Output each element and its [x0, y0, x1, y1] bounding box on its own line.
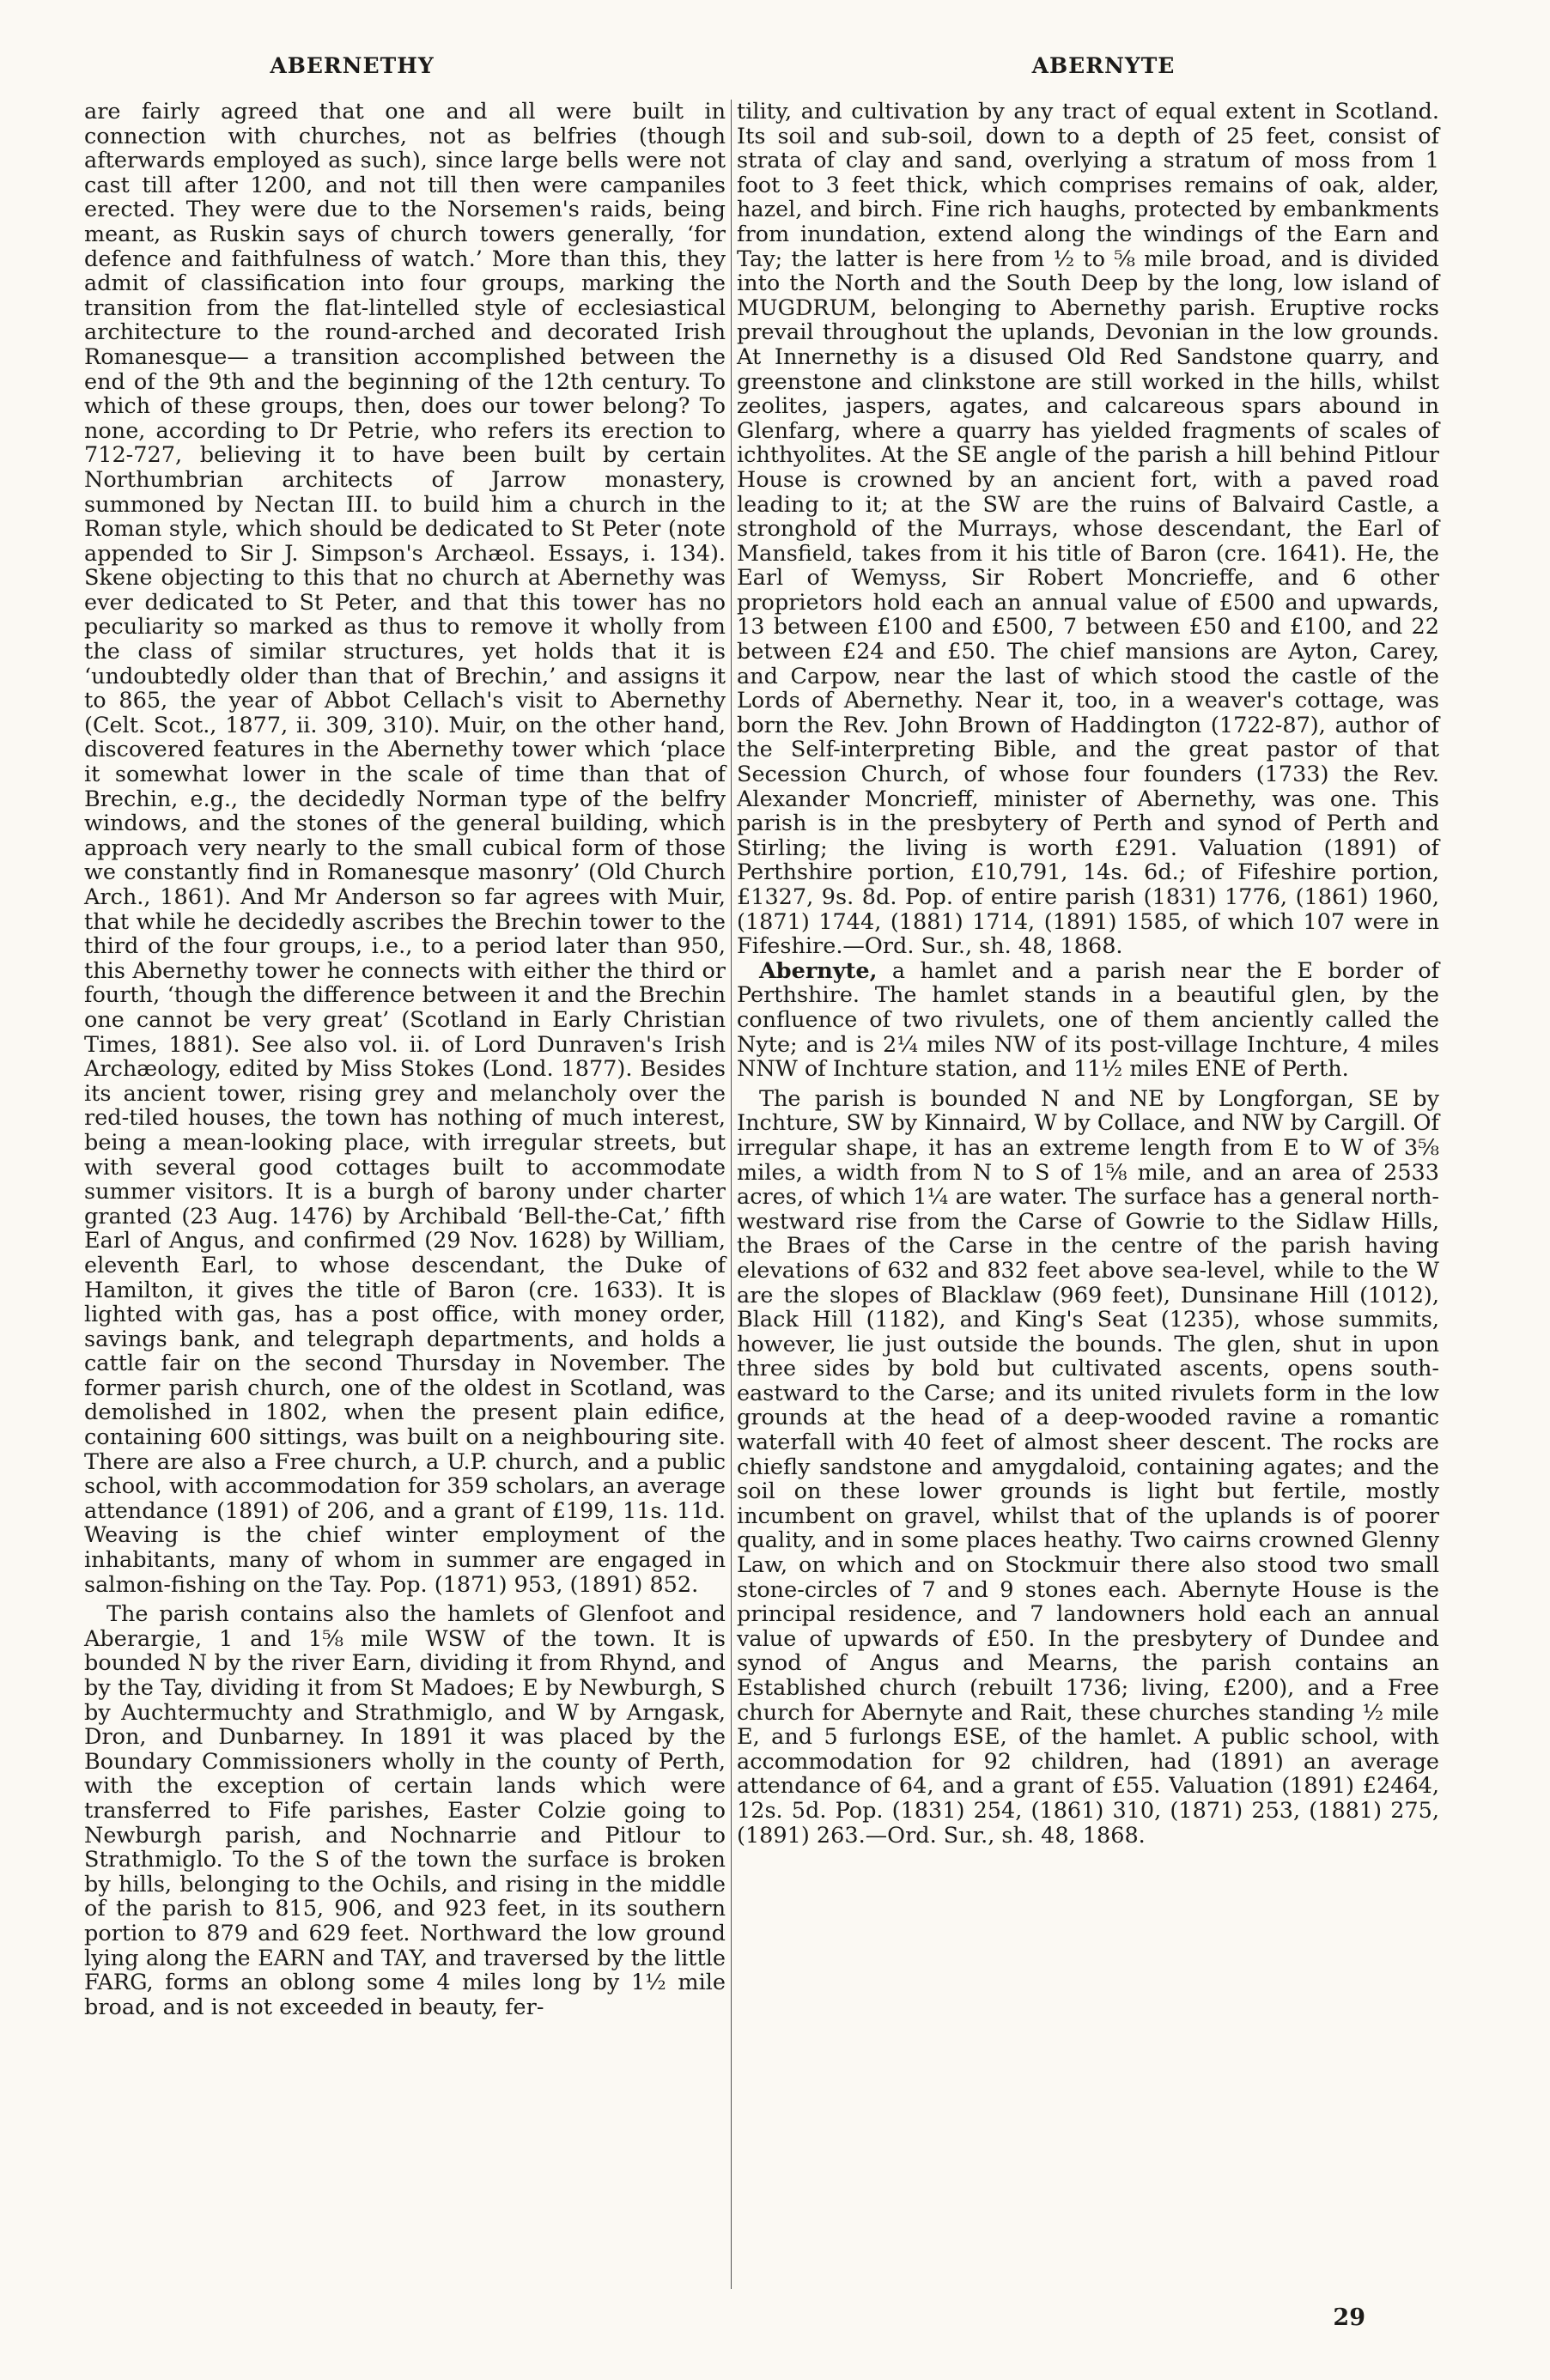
abernyte-headword: Abernyte, [759, 957, 878, 984]
right-column [737, 100, 1439, 1848]
abernyte-entry [737, 959, 1439, 1082]
abernethy-soil-paragraph: tility, and cultivation by any tract of equal extent in Scotland. Its soil and sub-soil, down to a depth of 25 feet, consist of strata of clay and sand, overlying a stratum of moss from 1 foot to 3 feet thick, which comprises remains of oak, alder, hazel, and birch. Fine rich haughs, protected by embankments from inundation, extend along the windings of the Earn and Tay; the latter is here from ½ to ⅝ mile broad, and is divided into the North and the South Deep by the long, low island of MUGDRUM, belonging to Abernethy parish. Eruptive rocks prevail throughout the uplands, Devonian in the low grounds. At Innernethy is a disused Old Red Sandstone quarry, and greenstone and clinkstone are still worked in the hills, whilst zeolites, jaspers, agates, and calcareous spars abound in Glenfarg, where a quarry has yielded fragments of scales of ichthyolites. At the SE angle of the parish a hill behind Pitlour House is crowned by an ancient fort, with a paved road leading to it; at the SW are the ruins of Balvaird Castle, a stronghold of the Murrays, whose descendant, the Earl of Mansfield, takes from it his title of Baron (cre. 1641). He, the Earl of Wemyss, Sir Robert Moncrieffe, and 6 other proprietors hold each an annual value of £500 and upwards, 13 between £100 and £500, 7 between £50 and £100, and 22 between £24 and £50. The chief mansions are Ayton, Carey, and Carpow, near the last of which stood the castle of the Lords of Abernethy. Near it, too, in a weaver's cottage, was born the Rev. John Brown of Haddington (1722-87), author of the Self-interpreting Bible, and the great pastor of that Secession Church, of whose four founders (1733) the Rev. Alexander Moncrieff, minister of Abernethy, was one. This parish is in the presbytery of Perth and synod of Perth and Stirling; the living is worth £291. Valuation (1891) of Perthshire portion, £10,791, 14s. 6d.; of Fifeshire portion, £1327, 9s. 8d. Pop. of entire parish (1831) 1776, (1861) 1960, (1871) 1744, (1881) 1714, (1891) 1585, of which 107 were in Fifeshire.—Ord. Sur., sh. 48, 1868. [737, 99, 1439, 960]
left-column [84, 100, 726, 2019]
column-divider [731, 100, 732, 2289]
page-number: 29 [1333, 2304, 1365, 2331]
abernyte-parish-paragraph: The parish is bounded N and NE by Longforgan, SE by Inchture, SW by Kinnaird, W by Collace, and NW by Cargill. Of irregular shape, it has an extreme length from E to W of 3⅝ miles, a width from N to S of 1⅝ mile, and an area of 2533 acres, of which 1¼ are water. The surface has a general north-westward rise from the Carse of Gowrie to the Sidlaw Hills, the Braes of the Carse in the centre of the parish having elevations of 632 and 832 feet above sea-level, while to the W are the slopes of Blacklaw (969 feet), Dunsinane Hill (1012), Black Hill (1182), and King's Seat (1235), whose summits, however, lie just outside the bounds. The glen, shut in upon three sides by bold but cultivated ascents, opens south-eastward to the Carse; and its united rivulets form in the low grounds at the head of a deep-wooded ravine a romantic waterfall with 40 feet of almost sheer descent. The rocks are chiefly sandstone and amygdaloid, containing agates; and the soil on these lower grounds is light but fertile, mostly incumbent on gravel, whilst that of the uplands is of poorer quality, and in some places heathy. Two cairns crowned Glenny Law, on which and on Stockmuir there also stood two small stone-circles of 7 and 9 stones each. Abernyte House is the principal residence, and 7 landowners hold each an annual value of upwards of £50. In the presbytery of Dundee and synod of Angus and Mearns, the parish contains an Established church (rebuilt 1736; living, £200), and a Free church for Abernyte and Rait, these churches standing ½ mile E, and 5 furlongs ESE, of the hamlet. A public school, with accommodation for 92 children, had (1891) an average attendance of 64, and a grant of £55. Valuation (1891) £2464, 12s. 5d. Pop. (1831) 254, (1861) 310, (1871) 253, (1881) 275, (1891) 263.—Ord. Sur., sh. 48, 1868. [737, 1085, 1439, 1849]
abernethy-parish-paragraph: The parish contains also the hamlets of Glenfoot and Aberargie, 1 and 1⅝ mile WSW of the town. It is bounded N by the river Earn, dividing it from Rhynd, and by the Tay, dividing it from St Madoes; E by Newburgh, S by Auchtermuchty and Strathmiglo, and W by Arngask, Dron, and Dunbarney. In 1891 it was placed by the Boundary Commissioners wholly in the county of Perth, with the exception of certain lands which were transferred to Fife parishes, Easter Colzie going to Newburgh parish, and Nochnarrie and Pitlour to Strathmiglo. To the S of the town the surface is broken by hills, belonging to the Ochils, and rising in the middle of the parish to 815, 906, and 923 feet, in its southern portion to 879 and 629 feet. Northward the low ground lying along the EARN and TAY, and traversed by the little FARG, forms an oblong some 4 miles long by 1½ mile broad, and is not exceeded in beauty, fer- [84, 1601, 726, 2020]
running-head-right: ABERNYTE [1031, 53, 1176, 78]
abernethy-tower-paragraph: are fairly agreed that one and all were built in connection with churches, not as belfries (though afterwards employed as such), since large bells were not cast till after 1200, and not till then were campaniles erected. They were due to the Norsemen's raids, being meant, as Ruskin says of church towers generally, ‘for defence and faithfulness of watch.’ More than this, they admit of classification into four groups, marking the transition from the flat-lintelled style of ecclesiastical architecture to the round-arched and decorated Irish Romanesque— a transition accomplished between the end of the 9th and the beginning of the 12th century. To which of these groups, then, does our tower belong? To none, according to Dr Petrie, who refers its erection to 712-727, believing it to have been built by certain Northumbrian architects of Jarrow monastery, summoned by Nectan III. to build him a church in the Roman style, which should be dedicated to St Peter (note appended to Sir J. Simpson's Archæol. Essays, i. 134). Skene objecting to this that no church at Abernethy was ever dedicated to St Peter, and that this tower has no peculiarity so marked as thus to remove it wholly from the class of similar structures, yet holds that it is ‘undoubtedly older than that of Brechin,’ and assigns it to 865, the year of Abbot Cellach's visit to Abernethy (Celt. Scot., 1877, ii. 309, 310). Muir, on the other hand, discovered features in the Abernethy tower which ‘place it somewhat lower in the scale of time than that of Brechin, e.g., the decidedly Norman type of the belfry windows, and the stones of the general building, which approach very nearly to the small cubical form of those we constantly find in Romanesque masonry’ (Old Church Arch., 1861). And Mr Anderson so far agrees with Muir, that while he decidedly ascribes the Brechin tower to the third of the four groups, i.e., to a period later than 950, this Abernethy tower he connects with either the third or fourth, ‘though the difference between it and the Brechin one cannot be very great’ (Scotland in Early Christian Times, 1881). See also vol. ii. of Lord Dunraven's Irish Archæology, edited by Miss Stokes (Lond. 1877). Besides its ancient tower, rising grey and melancholy over the red-tiled houses, the town has nothing of much interest, being a mean-looking place, with irregular streets, but with several good cottages built to accommodate summer visitors. It is a burgh of barony under charter granted (23 Aug. 1476) by Archibald ‘Bell-the-Cat,’ fifth Earl of Angus, and confirmed (29 Nov. 1628) by William, eleventh Earl, to whose descendant, the Duke of Hamilton, it gives the title of Baron (cre. 1633). It is lighted with gas, has a post office, with money order, savings bank, and telegraph departments, and holds a cattle fair on the second Thursday in November. The former parish church, one of the oldest in Scotland, was demolished in 1802, when the present plain edifice, containing 600 sittings, was built on a neighbouring site. There are also a Free church, a U.P. church, and a public school, with accommodation for 359 scholars, an average attendance (1891) of 206, and a grant of £199, 11s. 11d. Weaving is the chief winter employment of the inhabitants, many of whom in summer are engaged in salmon-fishing on the Tay. Pop. (1871) 953, (1891) 852. [84, 99, 726, 1598]
abernyte-hamlet-text: a hamlet and a parish near the E border of Perthshire. The hamlet stands in a beautiful glen, by the confluence of two rivulets, one of them anciently called the Nyte; and is 2¼ miles NW of its post-village Inchture, 4 miles NNW of Inchture station, and 11½ miles ENE of Perth. [737, 957, 1439, 1083]
running-head-left: ABERNETHY [270, 53, 435, 78]
